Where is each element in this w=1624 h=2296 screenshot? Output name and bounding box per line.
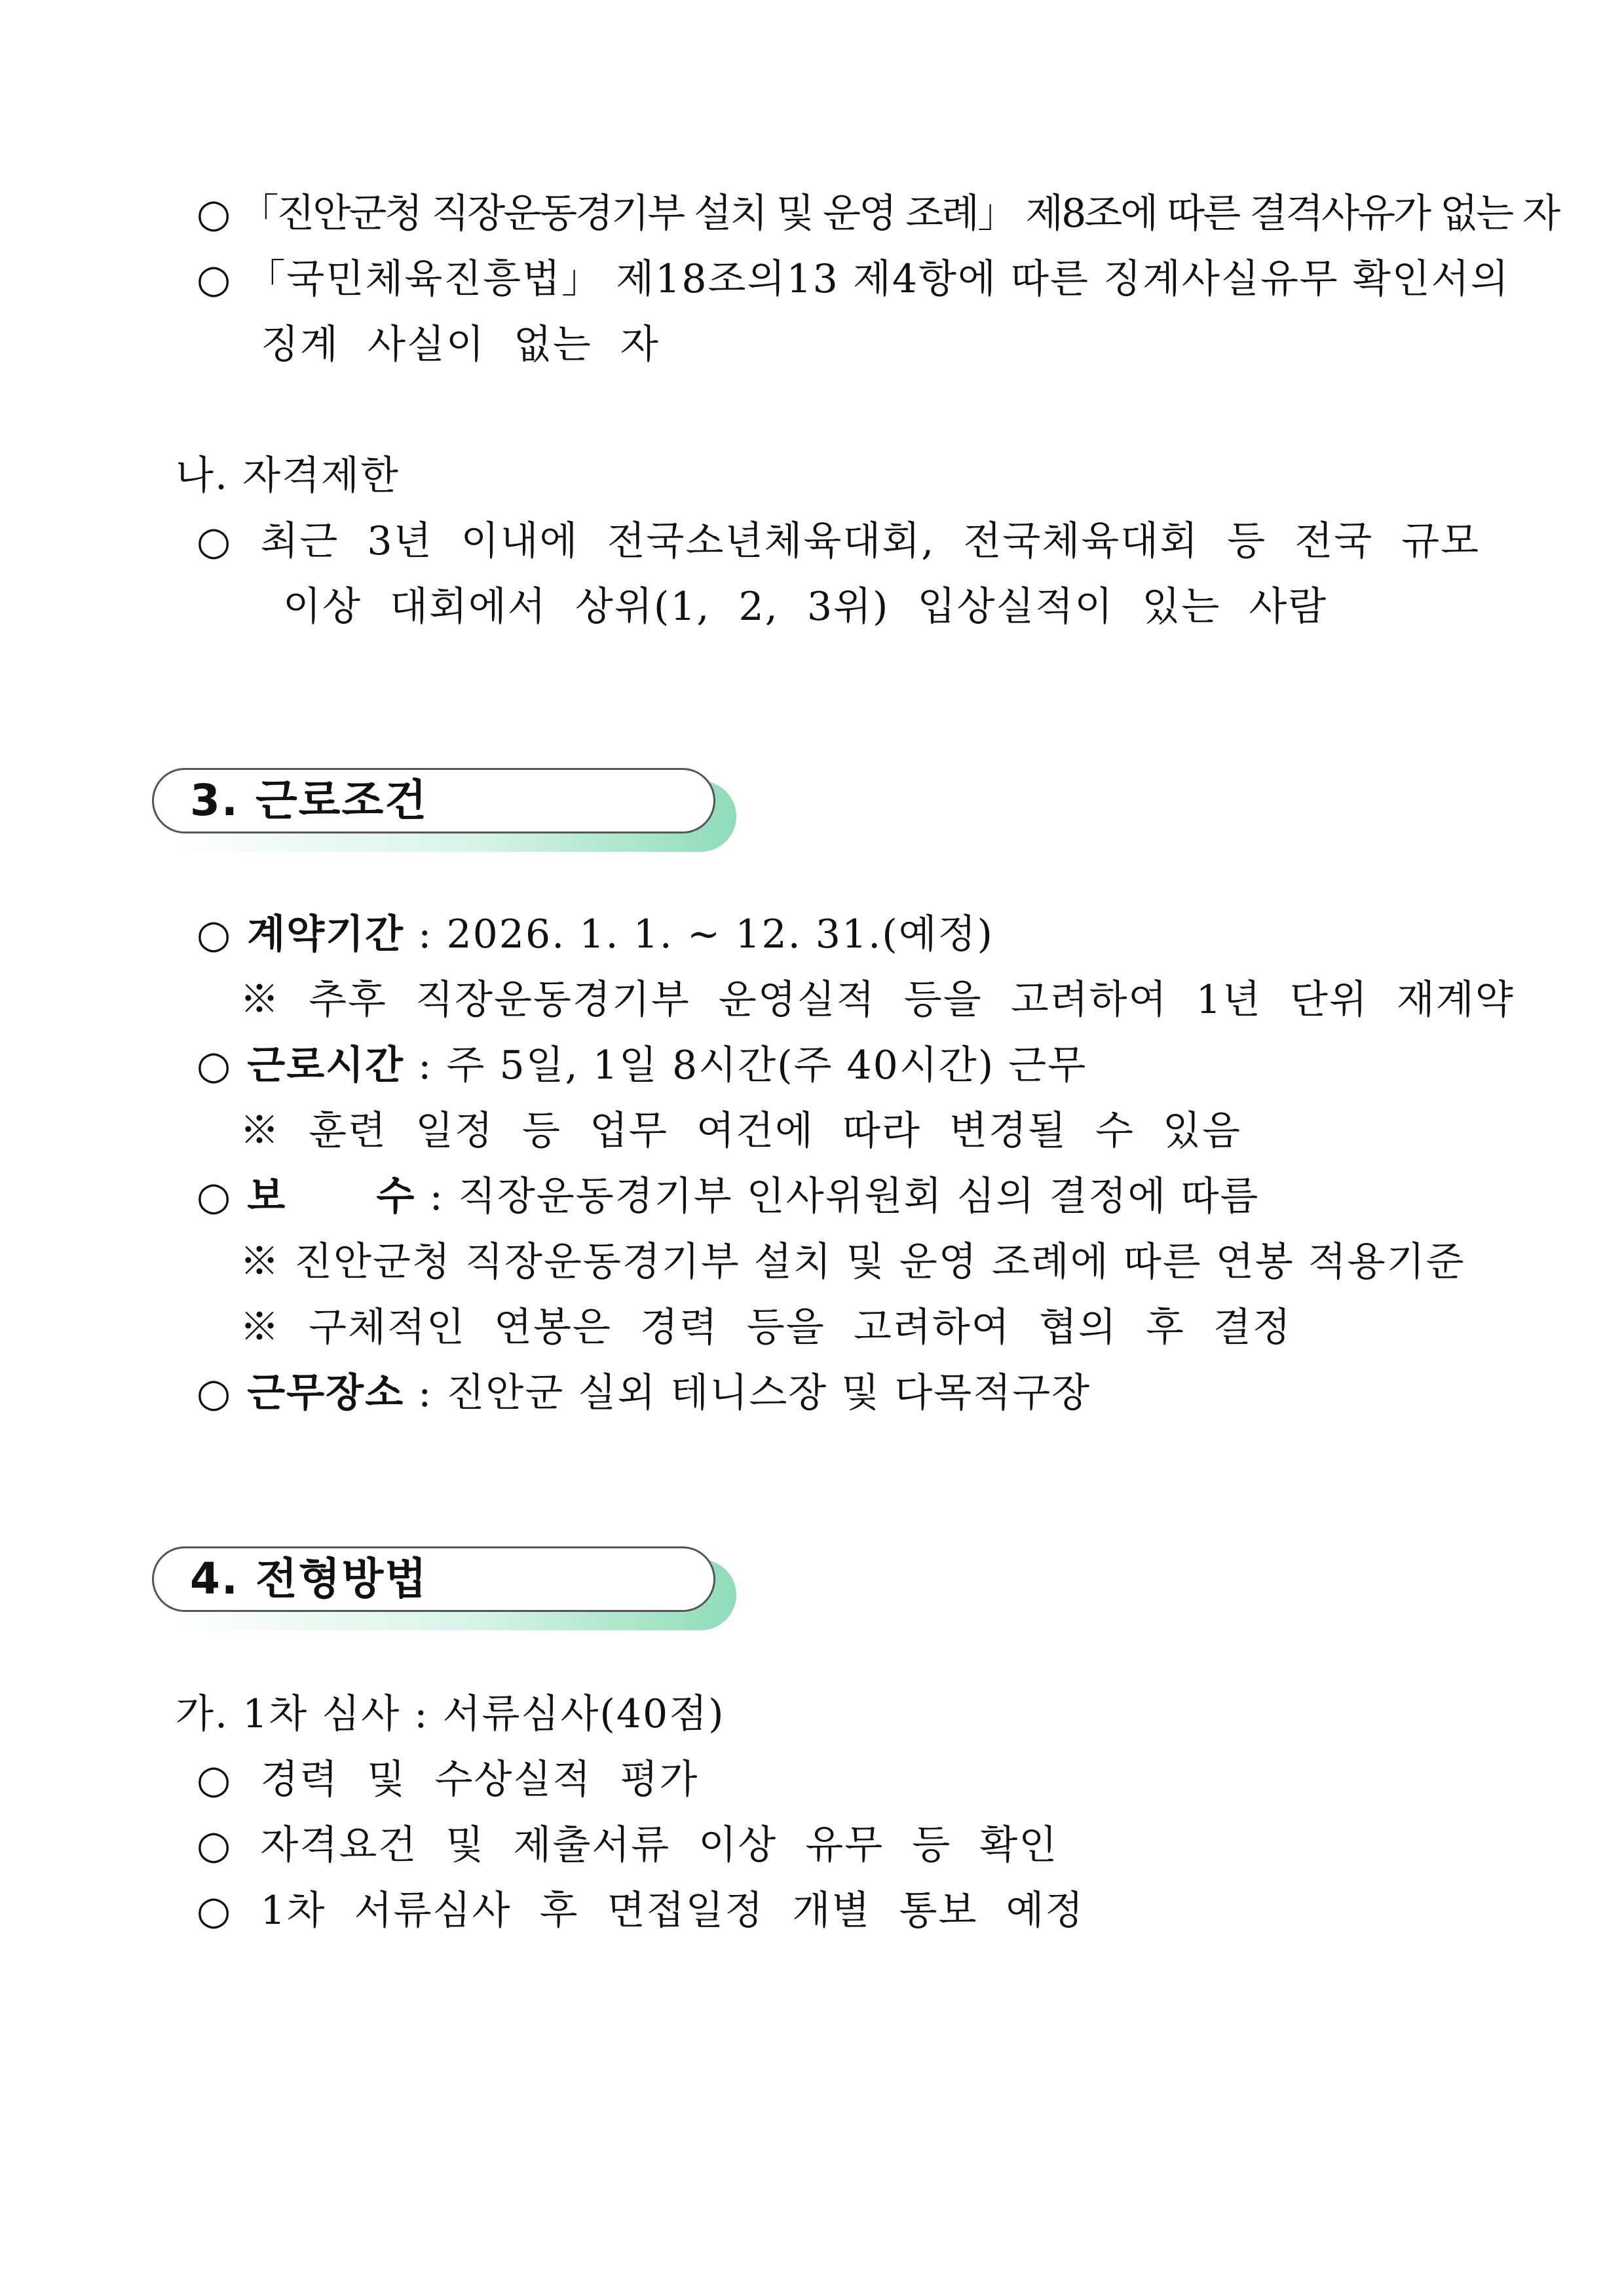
working-hours-row: [197, 1039, 1087, 1092]
pay-note-2: ※ 구체적인 연봉은 경력 등을 고려하여 협의 후 결정: [240, 1305, 1292, 1350]
work-place-row: [197, 1367, 1091, 1419]
contract-period-value: : 2026. 1. 1. ~ 12. 31.(예정): [404, 911, 994, 957]
work-place-label: ○ 근무장소: [197, 1370, 405, 1416]
section-3-title: 3. 근로조건: [190, 775, 428, 826]
pay-note-1: ※ 진안군청 직장운동경기부 설치 및 운영 조례에 따른 연봉 적용기준: [240, 1239, 1465, 1285]
contract-period-row: [197, 908, 994, 961]
restriction-title: 나. 자격제한: [176, 453, 400, 499]
contract-period-note: ※ 추후 직장운동경기부 운영실적 등을 고려하여 1년 단위 재계약: [240, 977, 1515, 1023]
working-hours-value: : 주 5일, 1일 8시간(주 40시간) 근무: [404, 1043, 1087, 1088]
qualification-item-1: ○ 「진안군청 직장운동경기부 설치 및 운영 조례」 제8조에 따른 결격사유가 없는 자: [197, 191, 1559, 237]
restriction-line-2: 이상 대회에서 상위(1, 2, 3위) 입상실적이 있는 사람: [283, 584, 1328, 630]
first-screening-row: [176, 1688, 725, 1740]
pay-value: : 직장운동경기부 인사위원회 심의 결정에 따름: [415, 1174, 1260, 1219]
screening-item-3: ○ 1차 서류심사 후 면접일정 개별 통보 예정: [197, 1888, 1085, 1934]
pay-row: [197, 1170, 1259, 1223]
section-3-heading: [152, 768, 728, 845]
first-screening-title: 가. 1차 심사: [176, 1691, 401, 1737]
contract-period-label: ○ 계약기간: [197, 911, 405, 957]
restriction-line-1: ○ 최근 3년 이내에 전국소년체육대회, 전국체육대회 등 전국 규모: [197, 518, 1481, 564]
pay-label: ○ 보 수: [197, 1174, 416, 1219]
work-place-value: : 진안군 실외 테니스장 및 다목적구장: [404, 1370, 1091, 1416]
working-hours-note: ※ 훈련 일정 등 업무 여건에 따라 변경될 수 있음: [240, 1108, 1241, 1154]
first-screening-value: : 서류심사(40점): [400, 1691, 725, 1737]
section-4-title: 4. 전형방법: [190, 1554, 428, 1604]
working-hours-label: ○ 근로시간: [197, 1043, 405, 1088]
section-4-heading: [152, 1546, 728, 1624]
qualification-item-2: ○ 「국민체육진흥법」 제18조의13 제4항에 따른 징계사실유무 확인서의: [197, 256, 1510, 302]
screening-item-2: ○ 자격요건 및 제출서류 이상 유무 등 확인: [197, 1822, 1059, 1868]
qualification-item-2-continued: 징계 사실이 없는 자: [261, 322, 660, 368]
screening-item-1: ○ 경력 및 수상실적 평가: [197, 1757, 699, 1803]
